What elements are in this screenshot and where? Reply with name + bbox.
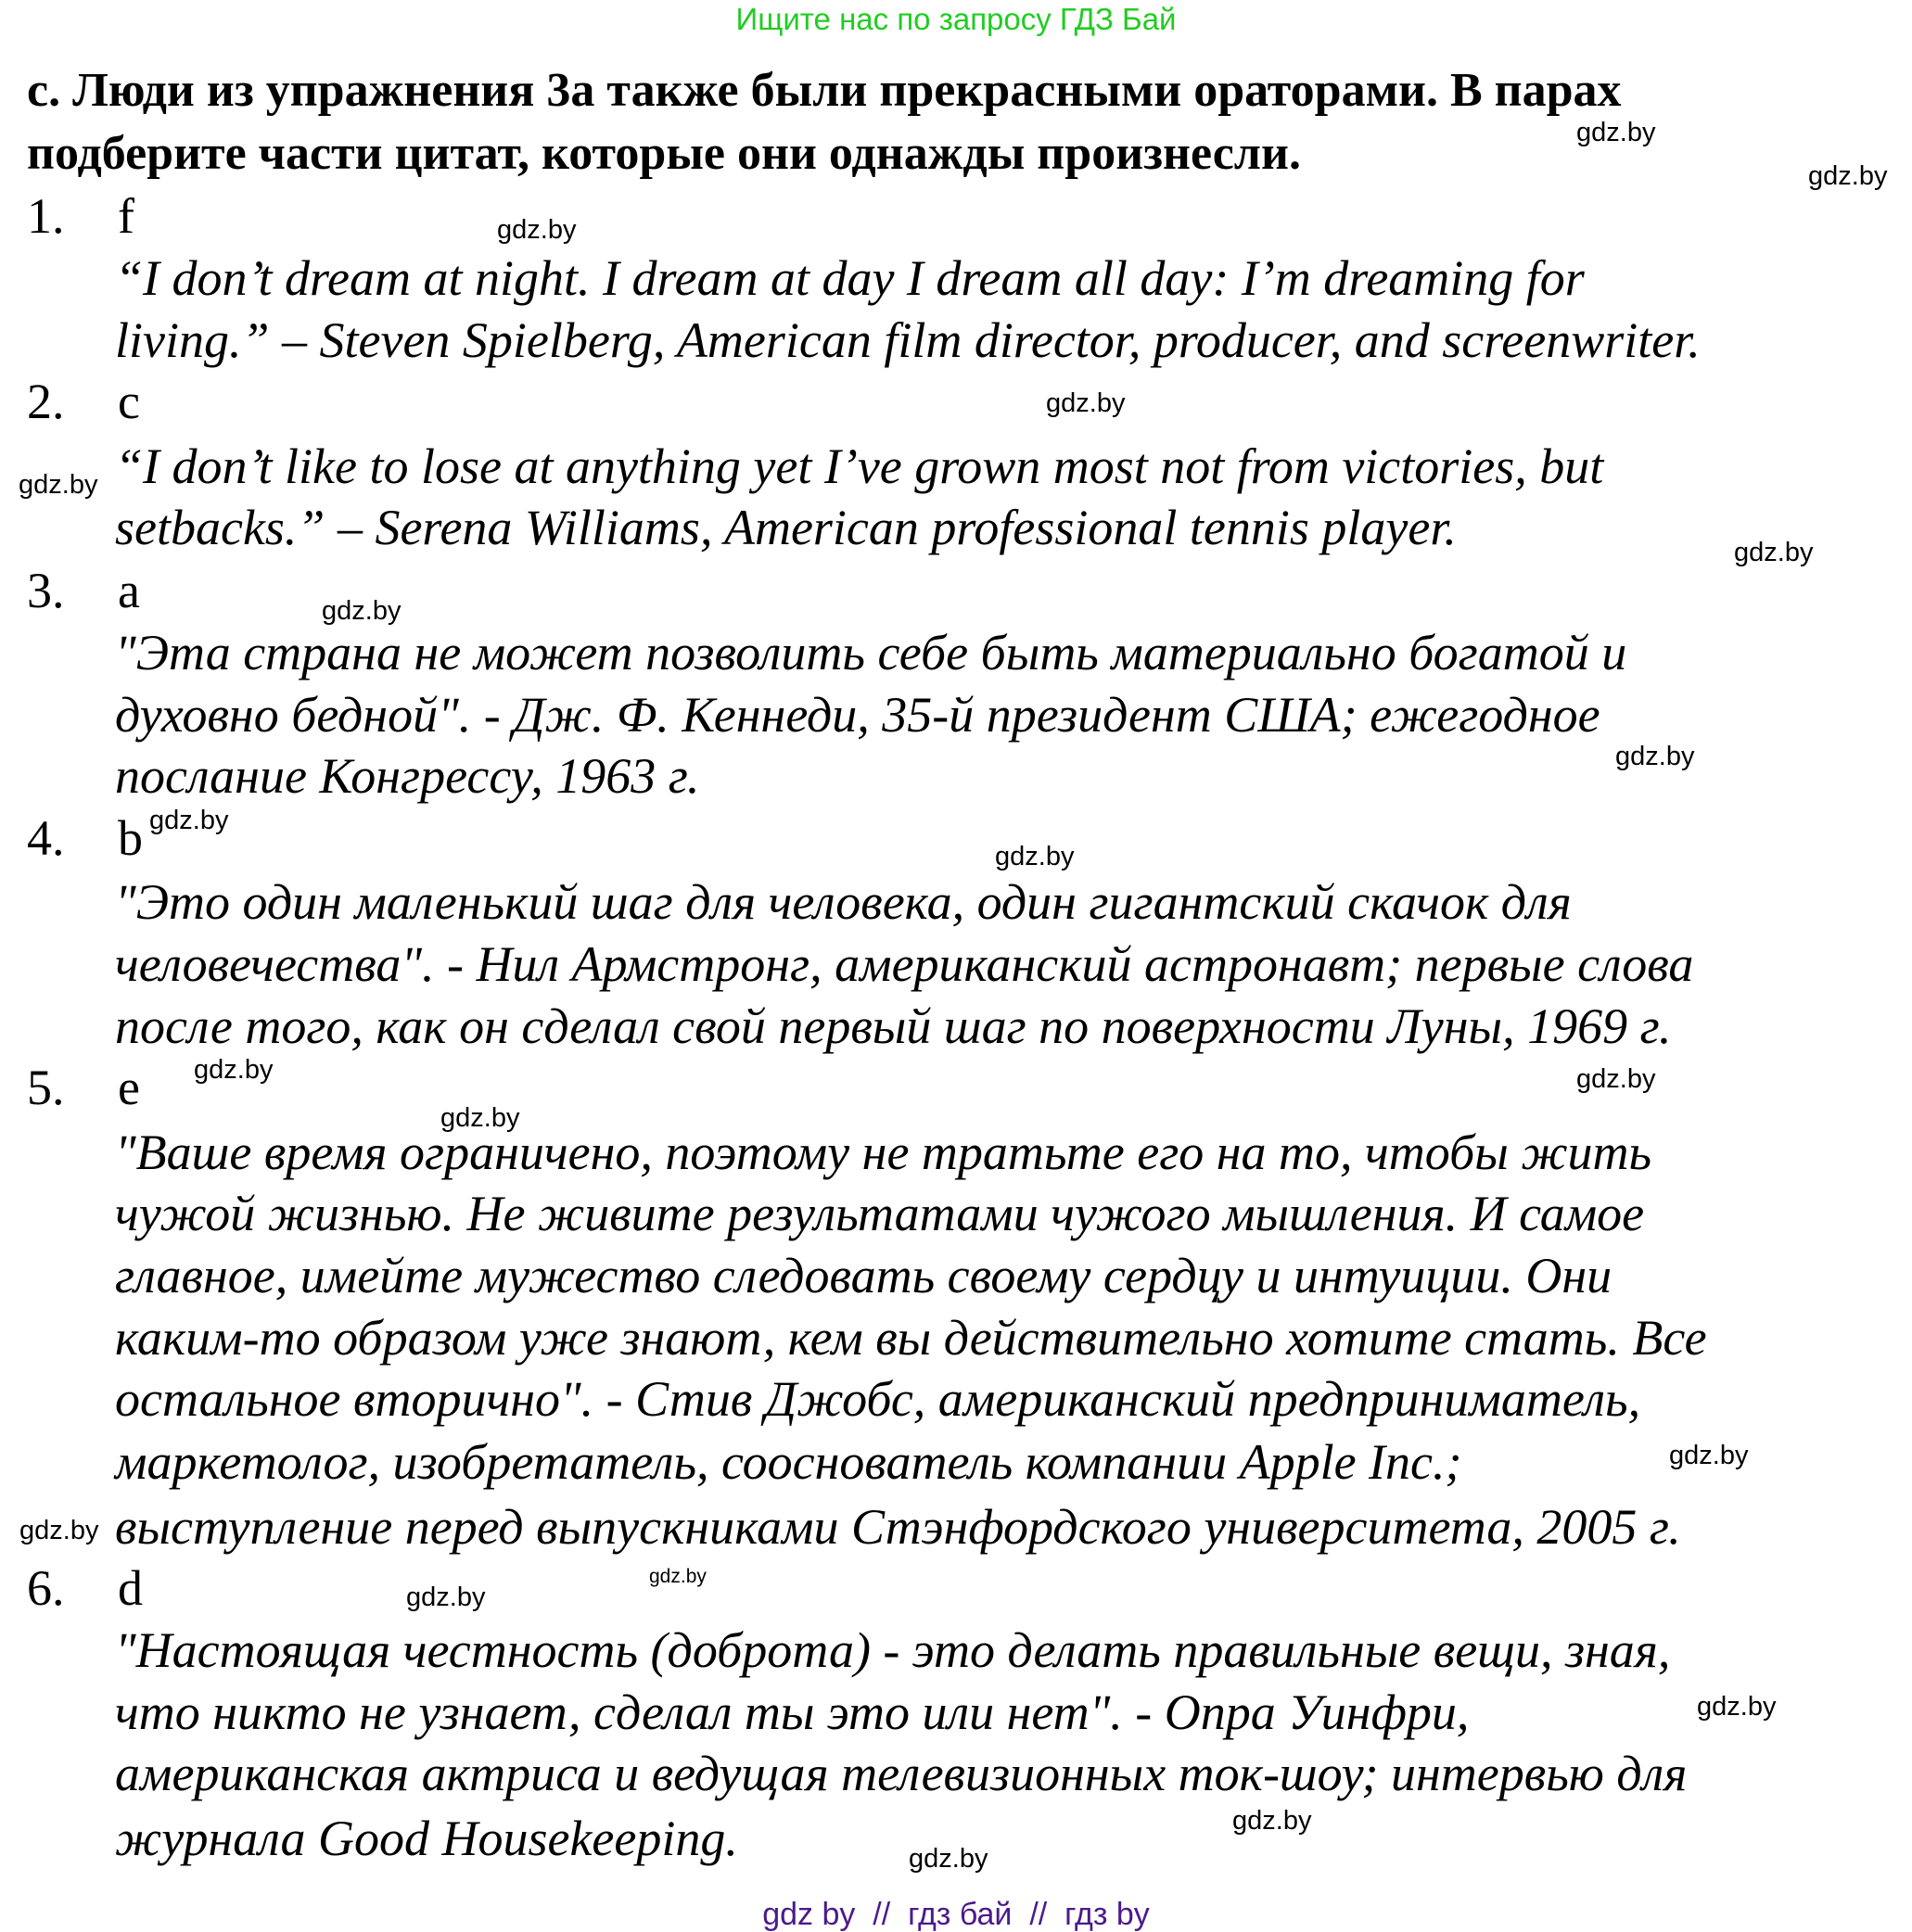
watermark: gdz.by <box>649 1566 707 1587</box>
item-answer: b <box>118 810 143 866</box>
watermark: gdz.by <box>1232 1806 1312 1836</box>
watermark: gdz.by <box>1576 118 1656 147</box>
watermark: gdz.by <box>909 1844 988 1874</box>
watermark: gdz.by <box>19 1516 99 1545</box>
watermark: gdz.by <box>497 215 577 245</box>
quote-line: человечества". - Нил Армстронг, американский астронавт; первые слова <box>115 936 1694 992</box>
quote-line: "Настоящая честность (доброта) - это делать правильные вещи, зная, <box>115 1622 1671 1678</box>
quote-line: living.” – Steven Spielberg, American film director, producer, and screenwriter. <box>115 312 1701 368</box>
watermark: gdz.by <box>1697 1692 1777 1722</box>
quote-line: выступление перед выпускниками Стэнфордского университета, 2005 г. <box>115 1499 1681 1555</box>
quote-line: духовно бедной". - Дж. Ф. Кеннеди, 35-й президент США; ежегодное <box>115 687 1600 743</box>
item-number: 6. <box>27 1560 65 1616</box>
task-heading-line-1: c. Люди из упражнения 3a также были прекрасными ораторами. В парах <box>27 64 1622 117</box>
watermark: gdz.by <box>1808 161 1888 191</box>
watermark: gdz.by <box>406 1582 486 1612</box>
quote-line: чужой жизнью. Не живите результатами чужого мышления. И самое <box>115 1186 1645 1241</box>
quote-line: "Это один маленький шаг для человека, один гигантский скачок для <box>115 874 1572 930</box>
quote-line: после того, как он сделал свой первый шаг по поверхности Луны, 1969 г. <box>115 998 1672 1054</box>
quote-line: маркетолог, изобретатель, сооснователь компании Apple Inc.; <box>115 1434 1462 1490</box>
item-number: 4. <box>27 810 65 866</box>
watermark: gdz.by <box>440 1103 520 1133</box>
watermark: gdz.by <box>995 842 1075 871</box>
watermark: gdz.by <box>1734 538 1814 567</box>
item-answer: a <box>118 563 140 618</box>
watermark: gdz.by <box>1669 1441 1749 1470</box>
item-number: 1. <box>27 188 65 244</box>
quote-line: американская актриса и ведущая телевизионных ток-шоу; интервью для <box>115 1746 1688 1801</box>
item-number: 2. <box>27 374 65 429</box>
watermark: gdz.by <box>1615 742 1695 771</box>
watermark: gdz.by <box>322 596 402 626</box>
quote-line: что никто не узнает, сделал ты это или нет". - Опра Уинфри, <box>115 1684 1470 1740</box>
watermark: gdz.by <box>149 806 229 835</box>
footer-links: gdz by // гдз бай // гдз by <box>762 1897 1150 1932</box>
item-number: 5. <box>27 1060 65 1115</box>
quote-line: остальное вторично". - Стив Джобс, американский предприниматель, <box>115 1371 1641 1427</box>
quote-line: послание Конгрессу, 1963 г. <box>115 748 700 804</box>
quote-line: каким-то образом уже знают, кем вы действительно хотите стать. Все <box>115 1310 1707 1366</box>
item-answer: e <box>118 1060 140 1115</box>
quote-line: "Эта страна не может позволить себе быть материально богатой и <box>115 625 1627 680</box>
watermark: gdz.by <box>1046 388 1126 418</box>
task-heading-line-2: подберите части цитат, которые они однажды произнесли. <box>27 127 1301 180</box>
item-answer: d <box>118 1560 143 1616</box>
watermark: gdz.by <box>194 1055 274 1085</box>
quote-line: setbacks.” – Serena Williams, American professional tennis player. <box>115 500 1457 555</box>
item-answer: f <box>118 188 134 244</box>
quote-line: журнала Good Housekeeping. <box>115 1811 738 1866</box>
quote-line: “I don’t dream at night. I dream at day I dream all day: I’m dreaming for <box>115 250 1585 306</box>
quote-line: “I don’t like to lose at anything yet I’ve grown most not from victories, but <box>115 439 1604 494</box>
watermark: gdz.by <box>1576 1064 1656 1094</box>
item-answer: c <box>118 374 140 429</box>
watermark: gdz.by <box>19 470 98 500</box>
quote-line: "Ваше время ограничено, поэтому не тратьте его на то, чтобы жить <box>115 1125 1652 1180</box>
item-number: 3. <box>27 563 65 618</box>
search-banner: Ищите нас по запросу ГДЗ Бай <box>735 2 1177 36</box>
quote-line: главное, имейте мужество следовать своему сердцу и интуиции. Они <box>115 1248 1612 1303</box>
